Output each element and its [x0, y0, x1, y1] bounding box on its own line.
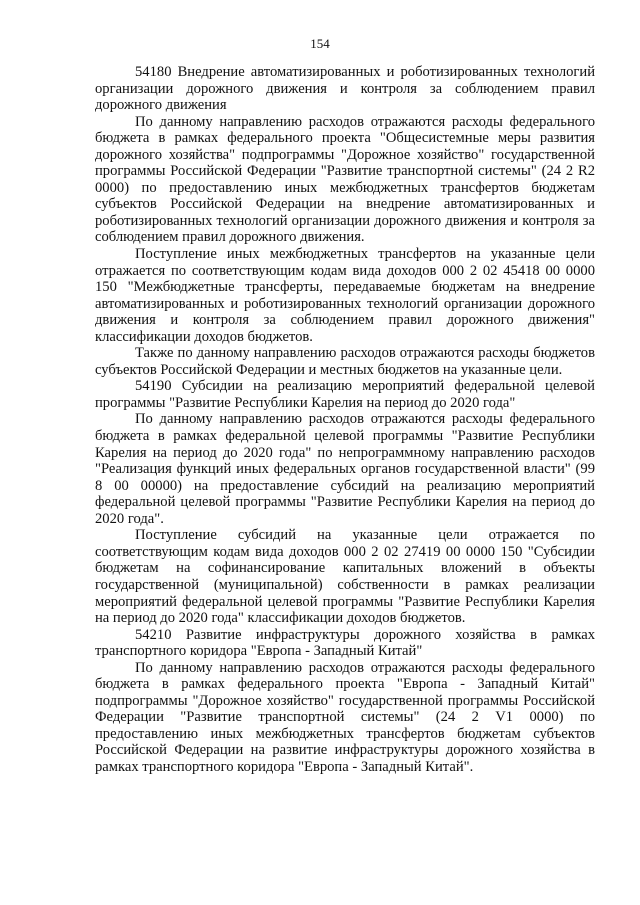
paragraph-54180-heading: 54180 Внедрение автоматизированных и роботизированных технологий организации дорожного движения и контроля за соблюдением правил дорожного движения [95, 64, 595, 114]
paragraph: Поступление иных межбюджетных трансфертов на указанные цели отражается по соответствующим кодам вида доходов 000 2 02 45418 00 0000 150 "Межбюджетные трансферты, передаваемые бюджетам на внедрение автоматизированных и роботизированных технологий организации дорожного движения и контроля за соблюдением правил дорожного движения" классификации доходов бюджетов. [95, 246, 595, 345]
paragraph: По данному направлению расходов отражаются расходы федерального бюджета в рамках федерального проекта "Европа - Западный Китай" подпрограммы "Дорожное хозяйство" государственной программы Российской Федерации "Развитие транспортной системы" (24 2 V1 0000) по предоставлению иных межбюджетных трансфертов бюджетам субъектов Российской Федерации на развитие инфраструктуры дорожного хозяйства в рамках транспортного коридора "Европа - Западный Китай". [95, 659, 595, 775]
document-body [95, 64, 595, 776]
paragraph: По данному направлению расходов отражаются расходы федерального бюджета в рамках федеральной целевой программы "Развитие Республики Карелия на период до 2020 года" по непрограммному направлению расходов "Реализация функций иных федеральных органов государственной власти" (99 8 00 00000) на предоставление субсидий на реализацию мероприятий федеральной целевой программы "Развитие Республики Карелия на период до 2020 года". [95, 411, 595, 527]
paragraph: Также по данному направлению расходов отражаются расходы бюджетов субъектов Российской Федерации и местных бюджетов на указанные цели. [95, 345, 595, 378]
paragraph-54210-heading: 54210 Развитие инфраструктуры дорожного хозяйства в рамках транспортного коридора "Европа - Западный Китай" [95, 626, 595, 660]
paragraph-54190-heading: 54190 Субсидии на реализацию мероприятий федеральной целевой программы "Развитие Республики Карелия на период до 2020 года" [95, 378, 595, 411]
paragraph: По данному направлению расходов отражаются расходы федерального бюджета в рамках федерального проекта "Общесистемные меры развития дорожного хозяйства" подпрограммы "Дорожное хозяйство" государственной программы Российской Федерации "Развитие транспортной системы" (24 2 R2 0000) по предоставлению иных межбюджетных трансфертов бюджетам субъектов Российской Федерации на внедрение автоматизированных и роботизированных технологий организации дорожного движения и контроля за соблюдением правил дорожного движения. [95, 113, 595, 246]
page-number: 154 [310, 36, 330, 51]
paragraph: Поступление субсидий на указанные цели отражается по соответствующим кодам вида доходов 000 2 02 27419 00 0000 150 "Субсидии бюджетам на софинансирование капитальных вложений в объекты государственной (муниципальной) собственности в рамках реализации мероприятий федеральной целевой программы "Развитие Республики Карелия на период до 2020 года" классификации доходов бюджетов. [95, 527, 595, 627]
